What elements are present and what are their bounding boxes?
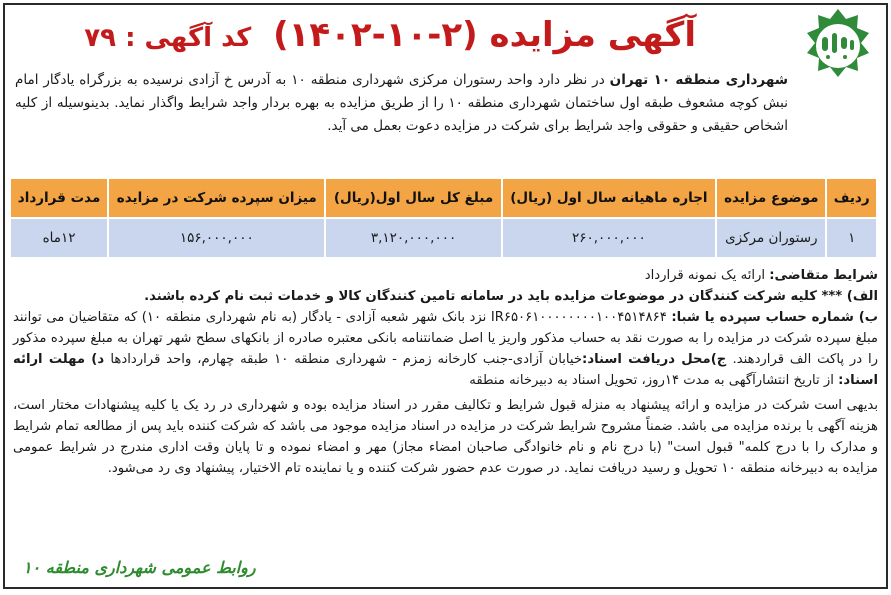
notice-title	[84, 15, 696, 55]
intro-paragraph	[15, 69, 788, 138]
conditions-label: شرایط متقاضی:	[769, 268, 878, 283]
tehran-municipality-logo-icon	[800, 7, 876, 85]
col-subject: موضوع مزایده	[717, 179, 825, 217]
cell-subject: رستوران مرکزی	[717, 219, 825, 257]
col-contract-duration: مدت قرارداد	[11, 179, 107, 217]
cell-deposit: ۱۵۶,۰۰۰,۰۰۰	[109, 219, 324, 257]
title-text: آگهی مزایده (۲-۱۰-۱۴۰۲)	[273, 15, 696, 55]
clause-c-label: ج)محل دریافت اسناد:	[582, 352, 733, 367]
col-row-number: ردیف	[827, 179, 876, 217]
clause-d-text: از تاریخ انتشارآگهی به مدت ۱۴روز، تحویل اسناد به دبیرخانه منطقه	[469, 373, 839, 388]
clause-b-text: IR۶۵۰۶۱۰۰۰۰۰۰۰۰۱۰۰۴۵۱۴۸۶۴ نزد بانک شهر شعبه آزادی - یادگار (به نام شهرداری منطقه ۱۰) که متقاضیان می توانند مبلغ سپرده شرکت در مزایده را به صورت نقد به حساب مذکور واریز یا اصل ضمانتنامه بانکی معتبره صادره از بانکهای سطح شهر تهران به مبلغ سپرده مذکور را در پاکت الف قراردهند.	[13, 310, 879, 367]
col-monthly-rent: اجاره ماهیانه سال اول (ریال)	[503, 179, 716, 217]
conditions-line	[13, 265, 878, 286]
terms-section	[13, 265, 878, 479]
intro-text: در نظر دارد واحد رستوران مرکزی شهرداری منطقه ۱۰ به آدرس خ آزادی نرسیده به بزرگراه یادگار امام نبش کوچه مشعوف طبقه اول ساختمان شهرداری منطقه ۱۰ را از طریق مزایده به بهره بردار واجد شرایط واگذار نماید. بدینوسیله از کلیه اشخاص حقیقی و حقوقی واجد شرایط برای شرکت در مزایده دعوت بعمل می آید.	[15, 72, 788, 134]
col-total-first-year: مبلغ کل سال اول(ریال)	[326, 179, 500, 217]
clause-a	[13, 286, 878, 307]
notice-code: کد آگهی : ۷۹	[84, 23, 252, 53]
cell-contract-duration: ۱۲ماه	[11, 219, 107, 257]
final-paragraph: بدیهی است شرکت در مزایده و ارائه پیشنهاد به منزله قبول شرایط و تکالیف مقرر در اسناد مزایده بوده و شهرداری در رد یک یا کلیه پیشنهادات مختار است، هزینه آگهی با برنده مزایده می باشد. ضمناً مشروح شرایط شرکت در مزایده در اسناد مزایده موجود می باشد که شرکت کننده باید پس از مطالعه تمام شرایط و مدارک را با درج کلمه" قبول است" (با درج نام و نام خانوادگی صاحبان امضاء مجاز) مهر و امضاء نموده و تا پایان وقت اداری مندرج در شرایط عمومی مزایده به دبیرخانه منطقه ۱۰ تحویل و رسید دریافت نماید. در صورت عدم حضور شرکت کننده و یا نماینده تام الاختیار، پیشنهاد وی رد می‌شود.	[13, 398, 878, 476]
clause-b-label: ب) شماره حساب سپرده یا شبا:	[671, 310, 878, 325]
auction-notice	[3, 3, 888, 589]
header	[5, 9, 886, 65]
table-row	[11, 219, 876, 257]
conditions-text: ارائه یک نمونه قرارداد	[644, 268, 770, 283]
col-deposit: میزان سپرده شرکت در مزایده	[109, 179, 324, 217]
clause-b	[13, 307, 878, 391]
cell-total-first-year: ۳,۱۲۰,۰۰۰,۰۰۰	[326, 219, 500, 257]
footer-signature: روابط عمومی شهرداری منطقه ۱۰	[23, 558, 256, 577]
org-name: شهرداری منطقه ۱۰ تهران	[609, 72, 789, 88]
cell-monthly-rent: ۲۶۰,۰۰۰,۰۰۰	[503, 219, 716, 257]
clause-a-text: الف) *** کلیه شرکت کنندگان در موضوعات مزایده باید در سامانه تامین کنندگان کالا و خدمات ثبت نام کرده باشند.	[144, 289, 878, 304]
clause-d-label: د) مهلت ارائه اسناد:	[13, 352, 878, 388]
table-header-row	[11, 179, 876, 217]
auction-table	[9, 177, 878, 259]
cell-row-number: ۱	[827, 219, 876, 257]
clause-c-text: خیابان آزادی-جنب کارخانه زمزم - شهرداری منطقه ۱۰ طبقه چهارم، واحد قراردادها	[110, 352, 583, 367]
